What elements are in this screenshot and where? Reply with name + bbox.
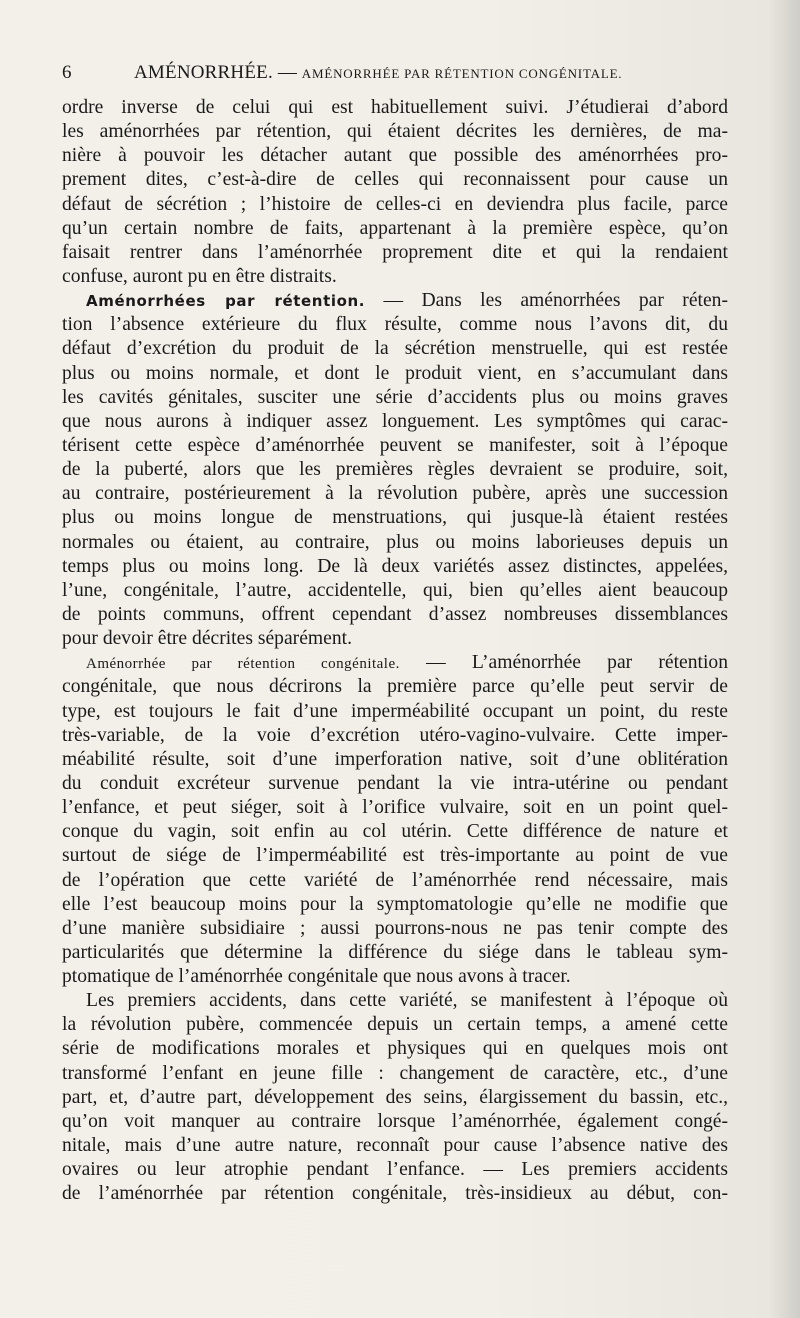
line-text: congénitale, que nous décrirons la première parce qu’elle peut servir de <box>62 676 728 698</box>
text-line <box>62 313 728 337</box>
text-line <box>62 458 728 482</box>
body-text <box>62 96 728 1206</box>
line-text: défaut d’excrétion du produit de la sécrétion menstruelle, qui est restée <box>62 338 728 360</box>
text-line <box>62 434 728 458</box>
text-line <box>62 531 728 555</box>
line-text: l’une, congénitale, l’autre, accidentelle, qui, bien qu’elles aient beaucoup <box>62 579 728 601</box>
running-header <box>62 58 728 88</box>
text-line <box>62 1013 728 1037</box>
text-line <box>62 506 728 530</box>
text-line <box>62 796 728 820</box>
line-text: surtout de siége de l’imperméabilité est très-importante au point de vue <box>62 845 728 867</box>
text-line <box>62 965 728 989</box>
text-line <box>62 120 728 144</box>
line-text: confuse, auront pu en être distraits. <box>62 265 337 287</box>
line-text: normales ou étaient, au contraire, plus ou moins laborieuses depuis un <box>62 531 728 553</box>
line-text: pour devoir être décrites séparément. <box>62 628 352 650</box>
line-text: les aménorrhées par rétention, qui étaient décrites les dernières, de ma- <box>62 121 728 143</box>
text-line <box>62 989 728 1013</box>
text-line <box>62 1110 728 1134</box>
line-text: la révolution pubère, commencée depuis un certain temps, a amené cette <box>62 1014 728 1036</box>
line-text: plus ou moins normale, et dont le produit vient, en s’accumulant dans <box>62 362 728 384</box>
text-line <box>62 555 728 579</box>
text-line <box>62 337 728 361</box>
text-line <box>62 193 728 217</box>
line-text: nière à pouvoir les détacher autant que possible des aménorrhées pro- <box>62 145 728 167</box>
line-text: Les premiers accidents, dans cette variété, se manifestent à l’époque où <box>86 990 728 1012</box>
text-line <box>62 700 728 724</box>
text-line <box>62 772 728 796</box>
text-line <box>62 869 728 893</box>
line-text: défaut de sécrétion ; l’histoire de celles-ci en deviendra plus facile, parce <box>62 193 728 215</box>
text-line <box>62 603 728 627</box>
text-line <box>62 675 728 699</box>
line-text: de l’opération que cette variété de l’aménorrhée rend nécessaire, mais <box>62 869 728 891</box>
line-text: transformé l’enfant en jeune fille : changement de caractère, etc., d’une <box>62 1062 728 1084</box>
line-text: — L’aménorrhée par rétention <box>399 652 728 674</box>
line-text: prement dites, c’est-à-dire de celles qui reconnaissent pour cause un <box>62 169 728 191</box>
line-text: type, est toujours le fait d’une imperméabilité occupant un point, du reste <box>62 700 728 722</box>
line-text: l’enfance, et peut siéger, soit à l’orifice vulvaire, soit en un point quel- <box>62 797 728 819</box>
text-line <box>62 893 728 917</box>
text-line <box>62 941 728 965</box>
line-text: tion l’absence extérieure du flux résulte, comme nous l’avons dit, du <box>62 314 728 336</box>
text-line <box>62 1134 728 1158</box>
line-text: particularités que détermine la différence du siége dans le tableau sym- <box>62 941 728 963</box>
text-line <box>62 241 728 265</box>
line-text: part, et, d’autre part, développement des seins, élargissement du bassin, etc., <box>62 1086 728 1108</box>
line-text: de la puberté, alors que les premières règles devraient se produire, soit, <box>62 459 728 481</box>
line-text: que nous aurons à indiquer assez longuement. Les symptômes qui carac- <box>62 410 728 432</box>
text-line <box>62 144 728 168</box>
line-text: qu’un certain nombre de faits, appartenant à la première espèce, qu’on <box>62 217 728 239</box>
line-text: qu’on voit manquer au contraire lorsque l’aménorrhée, également congé- <box>62 1110 728 1132</box>
line-text: de points communs, offrent cependant d’assez nombreuses dissemblances <box>62 603 728 625</box>
text-line <box>62 627 728 651</box>
page-number: 6 <box>62 62 72 83</box>
text-line <box>62 289 728 313</box>
text-line <box>62 362 728 386</box>
text-line <box>62 265 728 289</box>
text-line <box>62 844 728 868</box>
line-text: ordre inverse de celui qui est habituellement suivi. J’étudierai d’abord <box>62 97 728 118</box>
line-text: ovaires ou leur atrophie pendant l’enfance. — Les premiers accidents <box>62 1159 728 1181</box>
line-text: conque du vagin, soit enfin au col utérin. Cette différence de nature et <box>62 821 728 843</box>
line-text: térisent cette espèce d’aménorrhée peuvent se manifester, soit à l’époque <box>62 434 728 456</box>
text-line <box>62 1062 728 1086</box>
line-text: série de modifications morales et physiques qui en quelques mois ont <box>62 1038 728 1060</box>
line-text: d’une manière subsidiaire ; aussi pourrons-nous ne pas tenir compte des <box>62 917 728 939</box>
line-text: — Dans les aménorrhées par réten- <box>365 290 728 312</box>
text-line <box>62 482 728 506</box>
line-text: nitale, mais d’une autre nature, reconnaît pour cause l’absence native des <box>62 1135 728 1157</box>
line-text: au contraire, postérieurement à la révolution pubère, après une succession <box>62 483 728 505</box>
running-title-sub: AMÉNORRHÉE PAR RÉTENTION CONGÉNITALE. <box>301 66 623 81</box>
line-text: du conduit excréteur survenue pendant la vie intra-utérine ou pendant <box>62 772 728 794</box>
text-line <box>62 217 728 241</box>
line-text: faisait rentrer dans l’aménorrhée proprement dite et qui la rendaient <box>62 241 728 263</box>
line-text: ptomatique de l’aménorrhée congénitale que nous avons à tracer. <box>62 966 571 988</box>
text-line <box>62 96 728 120</box>
text-line <box>62 820 728 844</box>
text-line <box>62 1182 728 1206</box>
line-text: temps plus ou moins long. De là deux variétés assez distinctes, appelées, <box>62 555 728 577</box>
text-line <box>62 748 728 772</box>
text-line <box>62 917 728 941</box>
line-text: très-variable, de la voie d’excrétion utéro-vagino-vulvaire. Cette imper- <box>62 724 728 746</box>
subsection-heading: Aménorrhée par rétention congénitale. <box>86 656 400 673</box>
text-line <box>62 1037 728 1061</box>
running-title-main: AMÉNORRHÉE. — <box>134 62 298 83</box>
line-text: de l’aménorrhée par rétention congénitale, très-insidieux au début, con- <box>62 1183 728 1205</box>
text-line <box>62 579 728 603</box>
text-line <box>62 410 728 434</box>
text-line <box>62 386 728 410</box>
section-heading: Aménorrhées par rétention. <box>86 292 366 311</box>
text-line <box>62 168 728 192</box>
line-text: plus ou moins longue de menstruations, qui jusque-là étaient restées <box>62 507 728 529</box>
text-line <box>62 1086 728 1110</box>
line-text: les cavités génitales, susciter une série d’accidents plus ou moins graves <box>62 386 728 408</box>
text-line <box>62 1158 728 1182</box>
text-line <box>62 651 728 675</box>
text-line <box>62 724 728 748</box>
line-text: elle l’est beaucoup moins pour la symptomatologie qu’elle ne modifie que <box>62 893 728 915</box>
page-text <box>62 58 728 1206</box>
line-text: méabilité résulte, soit d’une imperforation native, soit d’une oblitération <box>62 748 728 770</box>
